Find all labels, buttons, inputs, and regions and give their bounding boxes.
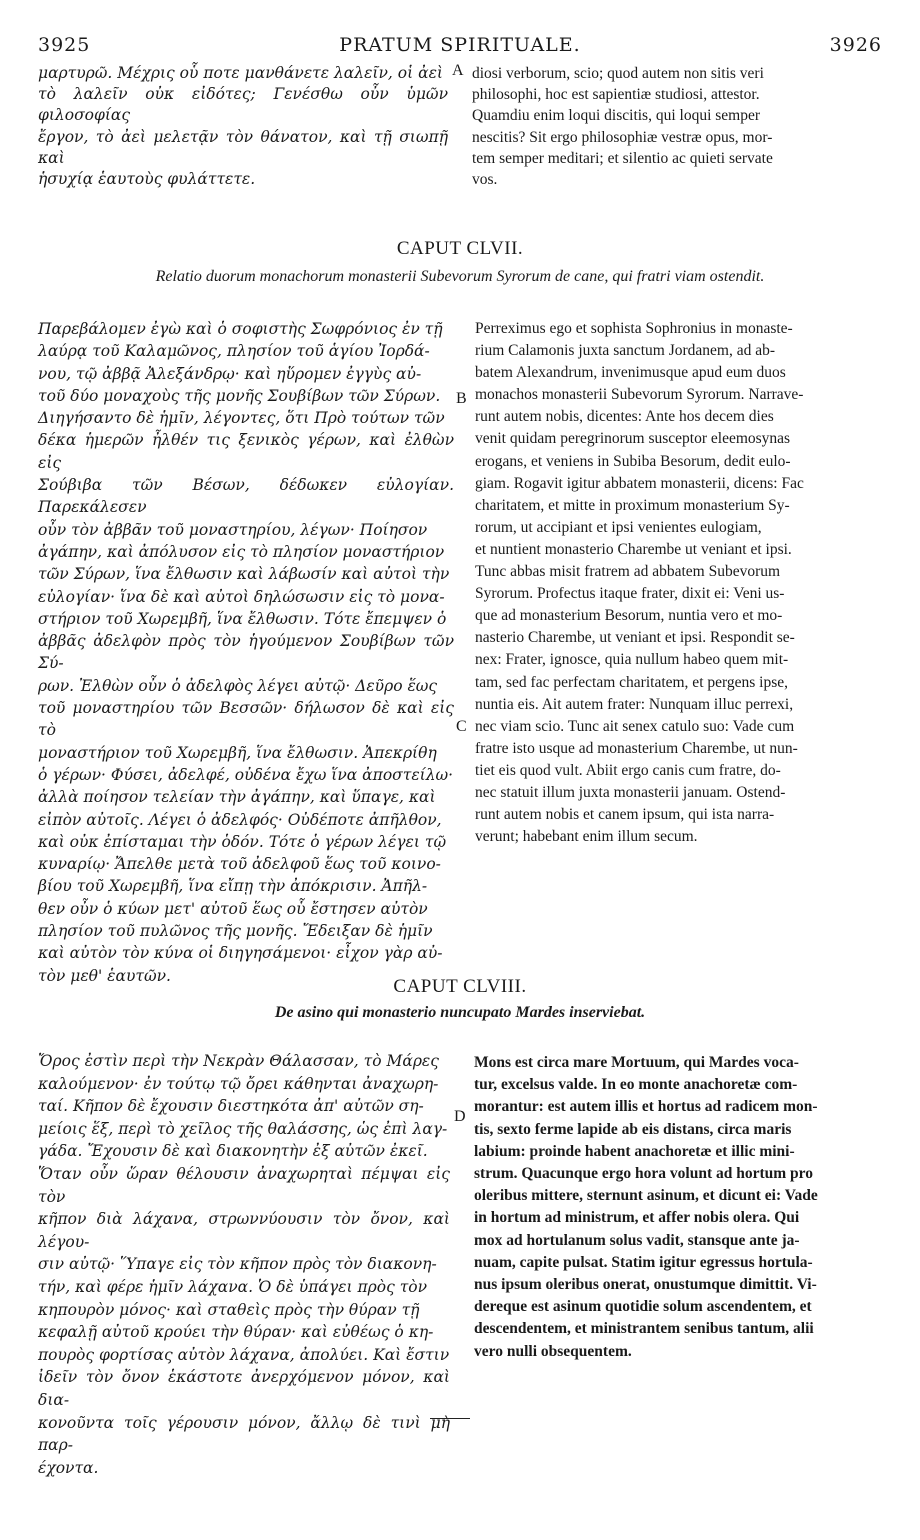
top-latin-text: diosi verborum, scio; quod autem non sitis veri philosophi, hoc est sapientiæ studiosi, attestor. Quamdiu enim loqui discitis, qui loqui semper nescitis? Sit ergo philosophiæ vestræ opus, mor- tem semper meditari; et silentio ac quieti servate vos. (472, 65, 773, 189)
chapter-158-title: CAPUT CLVIII. (393, 976, 527, 997)
chapter-157-subtitle: Relatio duorum monachorum monasterii Subevorum Syrorum de cane, qui fratri viam ostendit. (155, 268, 765, 285)
page-number-left: 3925 (38, 34, 91, 56)
top-greek-text: μαρτυρῶ. Μέχρις οὗ ποτε μανθάνετε λαλεῖν, οἱ ἀεὶ τὸ λαλεῖν οὐκ εἰδότες; Γενέσθω οὖν ὑμῶν φιλοσοφίας ἔργον, τὸ ἀεὶ μελετᾷν τὸν θάνατον, καὶ τῇ σιωπῇ καὶ ἡσυχίᾳ ἑαυτοὺς φυλάττετε. (38, 64, 448, 189)
chapter-157-latin-text: Perreximus ego et sophista Sophronius in monaste- rium Calamonis juxta sanctum Jordanem, ad ab- batem Alexandrum, invenimusque apud eum duos monachos monasterii Subevorum Syrorum. Narrave- runt autem nobis, dicentes: Ante hos decem dies venit quidam peregrinorum susceptor eleemosynas erogans, et veniens in Subiba Besorum, dedit eulo- giam. Rogavit igitur abbatem monasterii, dicens: Fac charitatem, et mitte in proximum monasterium Sy- rorum, ut accipiant et ipsi venientes eulogiam, et nuntient monasterio Charembe ut veniant et ipsi. Tunc abbas misit fratrem ad abbatem Subevorum Syrorum. Profectus itaque frater, dixit ei: Veni us- que ad monasterium Besorum, nuntia vero et mo- nasterio Charembe, ut veniant et ipsi. Respondit se- nex: Frater, ignosce, quia nullum habeo quem mit- tam, sed fac perfectam charitatem, et pergens ipse, nuntia eis. Ait autem frater: Nunquam illuc perrexi, nec viam scio. Tunc ait senex catulo suo: Vade cum fratre isto usque ad monasterium Charembe, ut nun- tiet eis quod vult. Abiit ergo canis cum fratre, do- nec statuit illum juxta monasterii januam. Ostend- runt autem nobis et canem ipsum, qui ista narra- verunt; habebant enim illum secum. (475, 320, 804, 846)
chapter-157-title: CAPUT CLVII. (396, 238, 524, 259)
chapter-158-subtitle: De asino qui monasterio nuncupato Mardes inserviebat. (274, 1004, 646, 1021)
chapter-158-latin-text: Mons est circa mare Mortuum, qui Mardes voca- tur, excelsus valde. In eo monte anachoretæ com- morantur: est autem illis et hortus ad radicem mon- tis, sexto ferme lapide ab eis distans, circa maris labium: proinde habent anachoretæ et illic mini- strum. Quacunque ergo hora volunt ad hortum pro oleribus mittere, sternunt asinum, et dicunt ei: Vade in hortum ad ministrum, et affer nobis olera. Qui mox ad hortulanum solus vadit, stansque ante ja- nuam, capite pulsat. Statim igitur egressus hortula- nus ipsum oleribus onerat, onustumque dimittit. Vi- dereque est asinum quotidie solum ascendentem, et descendentem, et ministrantem senibus tantum, alii vero nulli obsequentem. (474, 1054, 818, 1360)
margin-letter-a: A (452, 62, 464, 79)
running-title: PRATUM SPIRITUALE. (339, 34, 581, 56)
margin-letter-d: D (454, 1108, 466, 1125)
page-number-right: 3926 (829, 34, 882, 56)
chapter-158-greek-text: Ὄρος ἐστὶν περὶ τὴν Νεκρὰν Θάλασσαν, τὸ Μάρες καλούμενον· ἐν τούτῳ τῷ ὄρει κάθηνται ἀναχωρη- ταί. Κῆπον δὲ ἔχουσιν διεστηκότα ἀπ' αὐτῶν ση- μείοις ἕξ, περὶ τὸ χεῖλος τῆς θαλάσσης, ὡς ἐπὶ λαγ- γάδα. Ἔχουσιν δὲ καὶ διακονητὴν ἐξ αὐτῶν ἐκεῖ. Ὅταν οὖν ὥραν θέλουσιν ἀναχωρηταὶ πέμψαι εἰς τὸν κῆπον διὰ λάχανα, στρωννύουσιν τὸν ὄνον, καὶ λέγου- σιν αὐτῷ· Ὕπαγε εἰς τὸν κῆπον πρὸς τὸν διακονη- τήν, καὶ φέρε ἡμῖν λάχανα. Ὁ δὲ ὑπάγει πρὸς τὸν κηπουρὸν μόνος· καὶ σταθεὶς πρὸς τὴν θύραν τῇ κεφαλῇ αὐτοῦ κρούει τὴν θύραν· καὶ εὐθέως ὁ κη- πουρὸς φορτίσας αὐτὸν λάχανα, ἀπολύει. Καὶ ἔστιν ἰδεῖν τὸν ὄνον ἑκάστοτε ἀνερχόμενον μόνον, καὶ δια- κονοῦντα τοῖς γέρουσιν μόνον, ἄλλῳ δὲ τινὶ μὴ παρ- έχοντα. (38, 1052, 450, 1477)
margin-letter-b: B (456, 390, 467, 407)
margin-letter-c: C (456, 718, 467, 735)
closing-rule (430, 1418, 470, 1419)
chapter-157-greek-text: Παρεβάλομεν ἐγὼ καὶ ὁ σοφιστὴς Σωφρόνιος ἐν τῇ λαύρᾳ τοῦ Καλαμῶνος, πλησίον τοῦ ἁγίου Ἰορδά- νου, τῷ ἀββᾷ Ἀλεξάνδρῳ· καὶ ηὕρομεν ἐγγὺς αὐ- τοῦ δύο μοναχοὺς τῆς μονῆς Σουβίβων τῶν Σύρων. Διηγήσαντο δὲ ἡμῖν, λέγοντες, ὅτι Πρὸ τούτων τῶν δέκα ἡμερῶν ἦλθέν τις ξενικὸς γέρων, καὶ ἐλθὼν εἰς Σούβιβα τῶν Βέσων, δέδωκεν εὐλογίαν. Παρεκάλεσεν οὖν τὸν ἀββᾶν τοῦ μοναστηρίου, λέγων· Ποίησον ἀγάπην, καὶ ἀπόλυσον εἰς τὸ πλησίον μοναστήριον τῶν Σύρων, ἵνα ἔλθωσιν καὶ λάβωσίν καὶ αὐτοὶ τὴν εὐλογίαν· ἵνα δὲ καὶ αὐτοὶ δηλώσωσιν εἰς τὸ μονα- στήριον τοῦ Χωρεμβῆ, ἵνα ἔλθωσιν. Τότε ἔπεμψεν ὁ ἀββᾶς ἀδελφὸν πρὸς τὸν ἡγούμενον Σουβίβων τῶν Σύ- ρων. Ἐλθὼν οὖν ὁ ἀδελφὸς λέγει αὐτῷ· Δεῦρο ἕως τοῦ μοναστηρίου τῶν Βεσσῶν· δήλωσον δὲ καὶ εἰς τὸ μοναστήριον τοῦ Χωρεμβῆ, ἵνα ἔλθωσιν. Ἀπεκρίθη ὁ γέρων· Φύσει, ἀδελφέ, οὐδένα ἔχω ἵνα ἀποστείλω· ἀλλὰ ποίησον τελείαν τὴν ἀγάπην, καὶ ὕπαγε, καὶ εἰπὸν αὐτοῖς. Λέγει ὁ ἀδελφός· Οὐδέποτε ἀπῆλθον, καὶ οὐκ ἐπίσταμαι τὴν ὁδόν. Τότε ὁ γέρων λέγει τῷ κυναρίῳ· Ἄπελθε μετὰ τοῦ ἀδελφοῦ ἕως τοῦ κοινο- βίου τοῦ Χωρεμβῆ, ἵνα εἴπῃ τὴν ἀπόκρισιν. Ἀπῆλ- θεν οὖν ὁ κύων μετ' αὐτοῦ ἕως οὗ ἔστησεν αὐτὸν πλησίον τοῦ πυλῶνος τῆς μονῆς. Ἔδειξαν δὲ ἡμῖν καὶ αὐτὸν τὸν κύνα οἱ διηγησάμενοι· εἶχον γὰρ αὐ- τὸν μεθ' ἑαυτῶν. (38, 320, 454, 985)
